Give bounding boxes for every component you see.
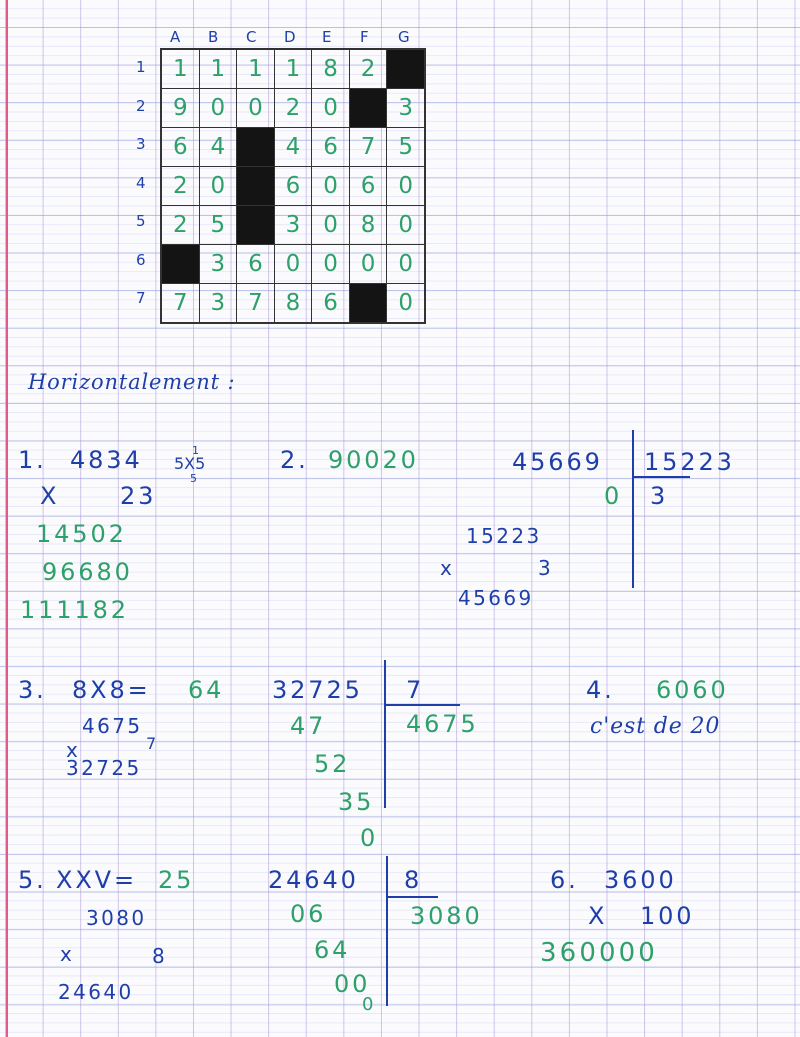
dividend: 45669	[512, 448, 603, 476]
grid-cell: 0	[199, 167, 237, 206]
black-cell	[237, 167, 275, 206]
problem-number: 6.	[550, 866, 579, 894]
grid-cell: 3	[387, 89, 425, 128]
operand-b: 8	[152, 944, 168, 968]
grid-cell: 6	[161, 128, 199, 167]
result: 111182	[20, 596, 129, 624]
grid-cell: 1	[161, 49, 199, 89]
grid-cell: 6	[349, 167, 387, 206]
row-label: 7	[136, 289, 146, 307]
operand-a: 4834	[70, 446, 143, 474]
step-2: 64	[314, 936, 351, 964]
grid-cell: 6	[312, 284, 350, 324]
partial-2: 96680	[42, 558, 133, 586]
division-bar-vertical	[386, 856, 388, 1006]
grid-cell: 3	[199, 284, 237, 324]
step-4: 0	[360, 824, 379, 852]
operand-a: 4675	[82, 714, 143, 738]
black-cell	[237, 128, 275, 167]
grid-cell: 4	[199, 128, 237, 167]
column-label: C	[246, 28, 257, 46]
divisor: 7	[406, 676, 425, 704]
times-sign: x	[60, 942, 75, 966]
step-2: 52	[314, 750, 351, 778]
black-cell	[387, 49, 425, 89]
grid-cell: 0	[349, 245, 387, 284]
grid-cell: 4	[274, 128, 312, 167]
problem-number: 3.	[18, 676, 47, 704]
times-sign: X	[588, 902, 608, 930]
black-cell	[161, 245, 199, 284]
division-bar-horizontal	[634, 476, 690, 478]
check-times: x	[440, 556, 455, 580]
grid-cell: 0	[199, 89, 237, 128]
grid-cell: 1	[199, 49, 237, 89]
black-cell	[349, 284, 387, 324]
grid-cell: 8	[274, 284, 312, 324]
times-sign: X	[40, 482, 60, 510]
quotient: 3080	[410, 902, 483, 930]
grid-row	[161, 89, 425, 128]
grid-cell: 2	[349, 49, 387, 89]
grid-cell: 6	[237, 245, 275, 284]
grid-cell: 0	[387, 284, 425, 324]
step-4: 0	[362, 994, 376, 1015]
partial-1: 14502	[36, 520, 127, 548]
grid-cell: 0	[312, 89, 350, 128]
grid-cell: 7	[349, 128, 387, 167]
step-1: 06	[290, 900, 327, 928]
dividend: 32725	[272, 676, 363, 704]
column-label: F	[360, 28, 369, 46]
grid-cell: 2	[161, 206, 199, 245]
division-bar-horizontal	[386, 704, 460, 706]
crossword-grid	[160, 48, 426, 324]
result: 32725	[66, 756, 142, 780]
operand-b: 7	[146, 734, 159, 753]
answer: 64	[188, 676, 225, 704]
column-label: A	[170, 28, 181, 46]
grid-cell: 3	[274, 206, 312, 245]
answer: 90020	[328, 446, 419, 474]
grid-cell: 0	[387, 206, 425, 245]
grid-cell: 5	[199, 206, 237, 245]
row-label: 5	[136, 212, 146, 230]
problem-number: 4.	[586, 676, 615, 704]
division-bar-vertical	[632, 430, 634, 588]
column-label: E	[322, 28, 332, 46]
divisor: 15223	[644, 448, 735, 476]
margin-line	[6, 0, 8, 1037]
grid-row	[161, 206, 425, 245]
grid-cell: 8	[349, 206, 387, 245]
casting-out-nines: 5X5	[174, 454, 206, 473]
problem-number: 1.	[18, 446, 47, 474]
step-1: 47	[290, 712, 327, 740]
operand-a: 3080	[86, 906, 147, 930]
black-cell	[349, 89, 387, 128]
grid-cell: 0	[237, 89, 275, 128]
grid-cell: 0	[312, 245, 350, 284]
step-3: 35	[338, 788, 375, 816]
times-sign: x	[66, 738, 81, 762]
grid-row	[161, 128, 425, 167]
operand-b: 100	[640, 902, 695, 930]
column-label: D	[284, 28, 296, 46]
check-result: 45669	[458, 586, 534, 610]
check-operand-b: 3	[538, 556, 554, 580]
column-label: G	[398, 28, 410, 46]
row-label: 4	[136, 173, 146, 192]
grid-row	[161, 49, 425, 89]
quotient: 3	[650, 482, 669, 510]
result: 360000	[540, 938, 658, 968]
grid-cell: 0	[312, 167, 350, 206]
dividend: 24640	[268, 866, 359, 894]
step-3: 00	[334, 970, 371, 998]
column-label: B	[208, 28, 219, 46]
check-bottom: 5	[190, 472, 199, 485]
grid-cell: 2	[161, 167, 199, 206]
grid-cell: 2	[274, 89, 312, 128]
row-label: 1	[136, 58, 146, 76]
grid-cell: 7	[237, 284, 275, 324]
grid-cell: 0	[387, 245, 425, 284]
note: c'est de 20	[590, 714, 721, 739]
grid-cell: 6	[312, 128, 350, 167]
remainder: 0	[604, 482, 623, 510]
answer: 25	[158, 866, 195, 894]
check-top: 1	[192, 444, 201, 457]
grid-cell: 6	[274, 167, 312, 206]
divisor: 8	[404, 866, 423, 894]
grid-row	[161, 284, 425, 324]
division-bar-vertical	[384, 660, 386, 808]
grid-cell: 0	[387, 167, 425, 206]
grid-cell: 9	[161, 89, 199, 128]
division-bar-horizontal	[388, 896, 438, 898]
grid-cell: 3	[199, 245, 237, 284]
problem-number: 2.	[280, 446, 309, 474]
grid-cell: 0	[274, 245, 312, 284]
heading: Horizontalement :	[28, 370, 236, 394]
operand-a: 3600	[604, 866, 677, 894]
black-cell	[237, 206, 275, 245]
grid-cell: 8	[312, 49, 350, 89]
equation: XXV=	[56, 866, 137, 894]
row-label: 6	[136, 250, 146, 269]
problem-number: 5.	[18, 866, 47, 894]
operand-b: 23	[120, 482, 157, 510]
grid-row	[161, 245, 425, 284]
equation: 8X8=	[72, 676, 151, 704]
quotient: 4675	[406, 710, 479, 738]
result: 24640	[58, 980, 134, 1004]
answer: 6060	[656, 676, 729, 704]
grid-cell: 7	[161, 284, 199, 324]
check-operand-a: 15223	[466, 524, 542, 548]
grid-cell: 0	[312, 206, 350, 245]
grid-cell: 1	[274, 49, 312, 89]
grid-cell: 1	[237, 49, 275, 89]
row-label: 2	[136, 96, 146, 115]
grid-cell: 5	[387, 128, 425, 167]
grid-row	[161, 167, 425, 206]
row-label: 3	[136, 135, 146, 153]
